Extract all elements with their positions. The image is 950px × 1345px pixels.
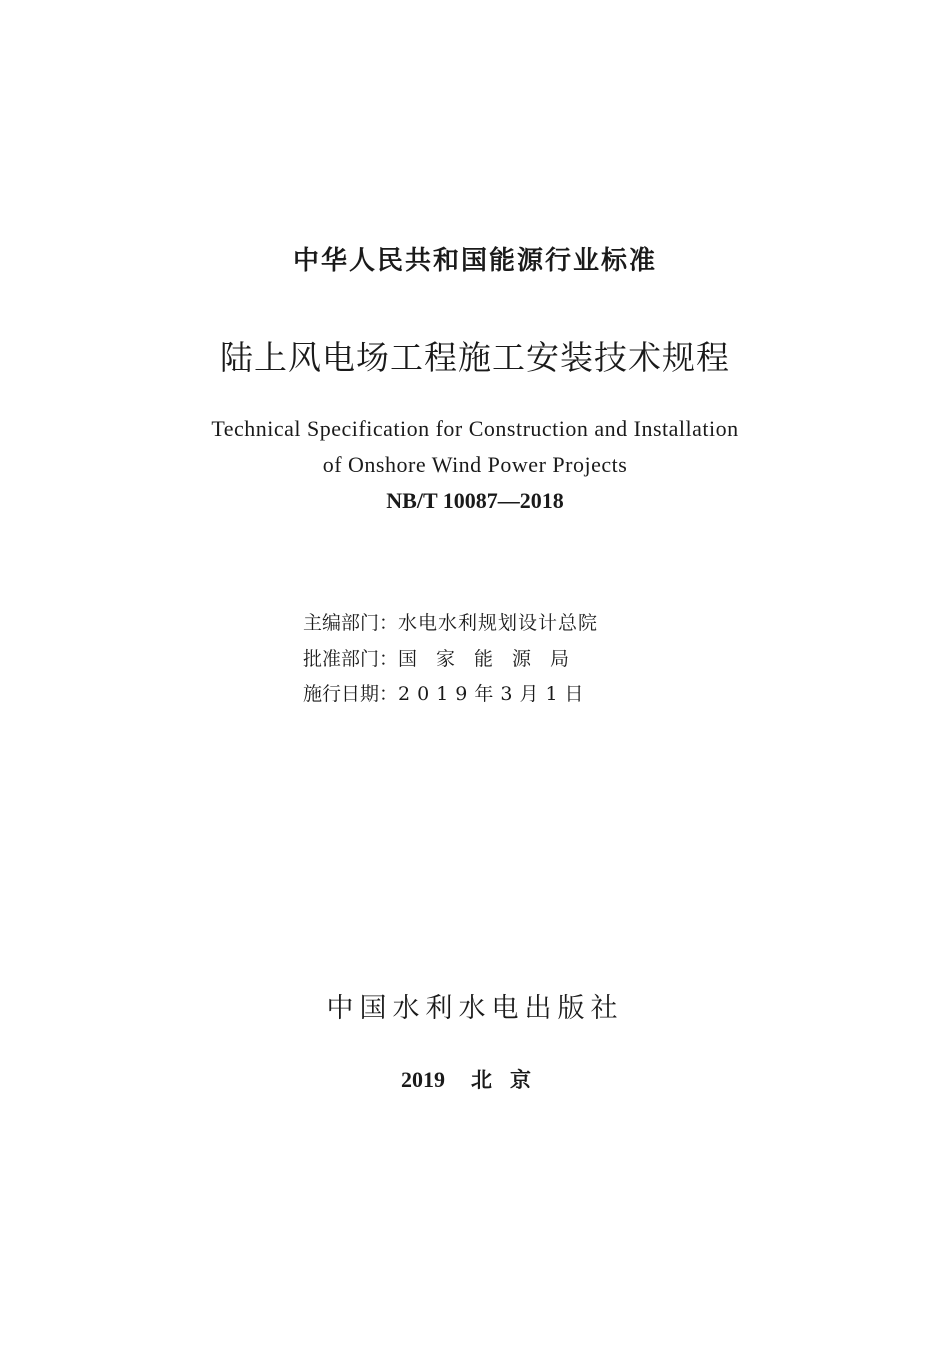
title-english-line-2: of Onshore Wind Power Projects [322,452,628,477]
title-english-line-1: Technical Specification for Construction and Installation [211,416,739,441]
info-row-approver [303,644,703,671]
publication-year: 2019 [401,1067,445,1092]
editor-value: 水电水利规划设计总院 [398,612,599,634]
standard-type: 中华人民共和国能源行业标准 [292,246,657,276]
publication-line [0,1064,950,1094]
publisher-name: 中国水利水电出版社 [326,993,624,1024]
approver-label: 批准部门： [303,648,399,670]
effective-date-value: 2019年3月1日 [398,683,591,705]
info-row-effective-date [303,679,703,706]
info-row-editor [303,608,703,635]
effective-date-label: 施行日期： [303,683,399,705]
publication-city: 北京 [471,1068,549,1092]
editor-label: 主编部门： [303,612,399,634]
approver-value: 国家能源局 [398,648,589,670]
title-chinese: 陆上风电场工程施工安装技术规程 [220,338,730,377]
standard-code: NB/T 10087—2018 [386,488,564,513]
